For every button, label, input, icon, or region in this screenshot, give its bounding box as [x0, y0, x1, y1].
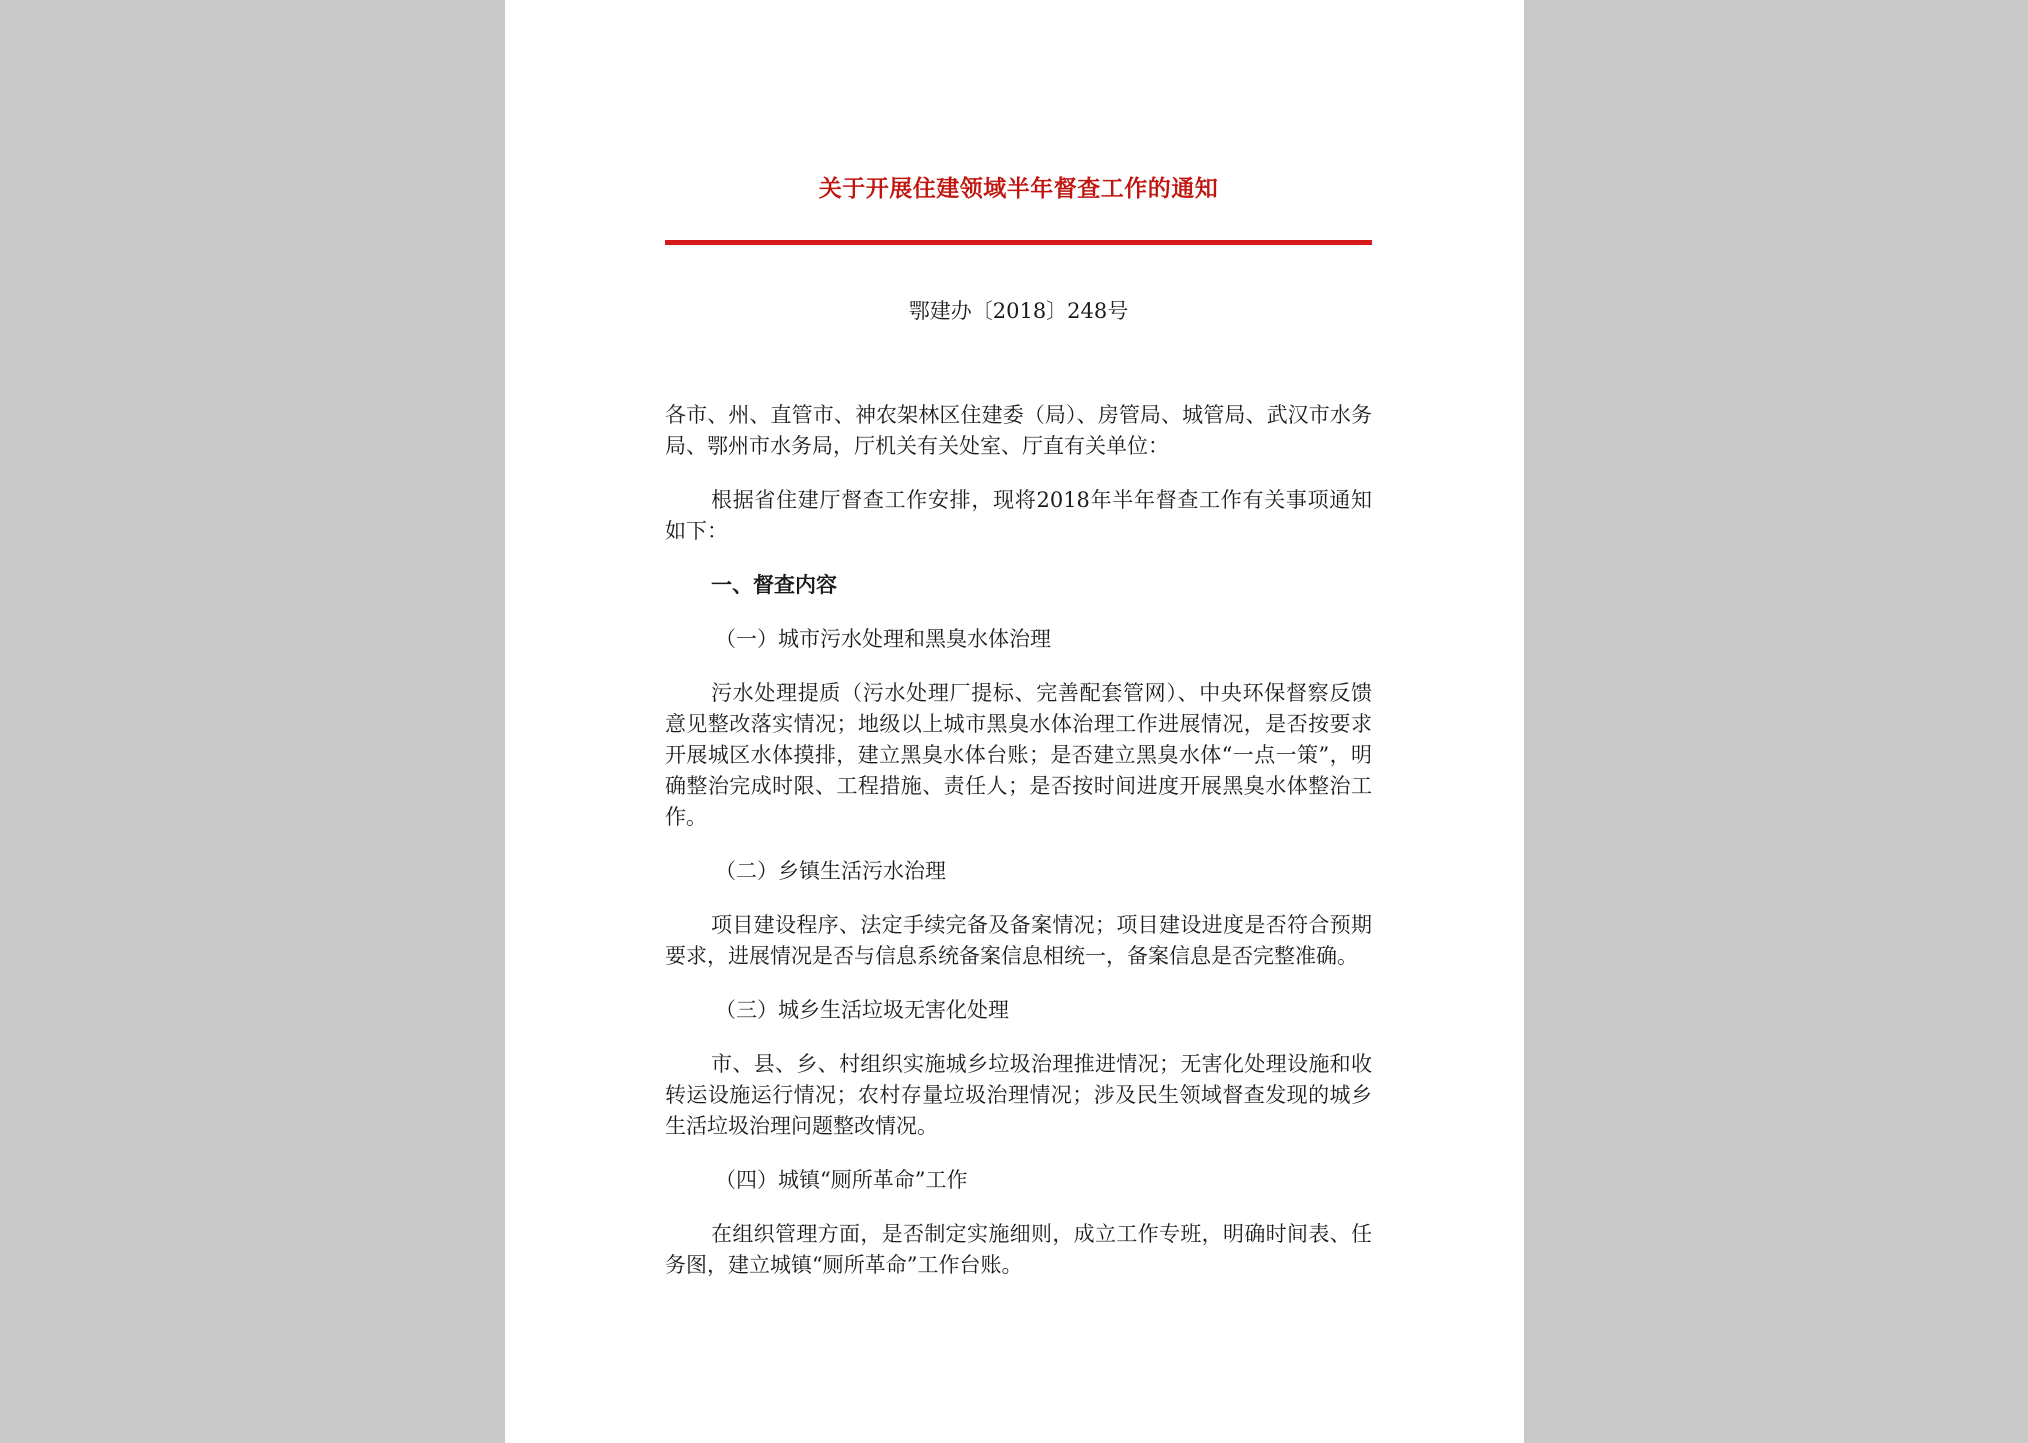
red-header-rule	[665, 240, 1372, 245]
subsection-paragraph: 在组织管理方面，是否制定实施细则，成立工作专班，明确时间表、任务图，建立城镇“厕所革命”工作台账。	[665, 1222, 1372, 1277]
subsection-paragraph: 项目建设程序、法定手续完备及备案情况；项目建设进度是否符合预期要求，进展情况是否与信息系统备案信息相统一，备案信息是否完整准确。	[665, 913, 1372, 968]
document-body	[665, 400, 1372, 1304]
intro-paragraph: 根据省住建厅督查工作安排，现将2018年半年督查工作有关事项通知如下：	[665, 488, 1372, 543]
document-title: 关于开展住建领域半年督查工作的通知	[818, 175, 1219, 202]
document-page	[505, 0, 1524, 1443]
subsection-heading: （三）城乡生活垃圾无害化处理	[715, 998, 1009, 1022]
subsection-heading: （一）城市污水处理和黑臭水体治理	[715, 627, 1051, 651]
addressee-paragraph: 各市、州、直管市、神农架林区住建委（局）、房管局、城管局、武汉市水务局、鄂州市水务局，厅机关有关处室、厅直有关单位：	[665, 403, 1372, 458]
subsection-heading: （二）乡镇生活污水治理	[715, 859, 946, 883]
document-number: 鄂建办〔2018〕248号	[908, 299, 1129, 323]
subsection-paragraph: 污水处理提质（污水处理厂提标、完善配套管网）、中央环保督察反馈意见整改落实情况；地级以上城市黑臭水体治理工作进展情况，是否按要求开展城区水体摸排，建立黑臭水体台账；是否建立黑臭水体“一点一策”，明确整治完成时限、工程措施、责任人；是否按时间进度开展黑臭水体整治工作。	[665, 681, 1372, 829]
subsection-paragraph: 市、县、乡、村组织实施城乡垃圾治理推进情况；无害化处理设施和收转运设施运行情况；农村存量垃圾治理情况；涉及民生领域督查发现的城乡生活垃圾治理问题整改情况。	[665, 1052, 1372, 1138]
subsection-heading: （四）城镇“厕所革命”工作	[715, 1168, 968, 1192]
section-heading: 一、督查内容	[711, 573, 837, 597]
